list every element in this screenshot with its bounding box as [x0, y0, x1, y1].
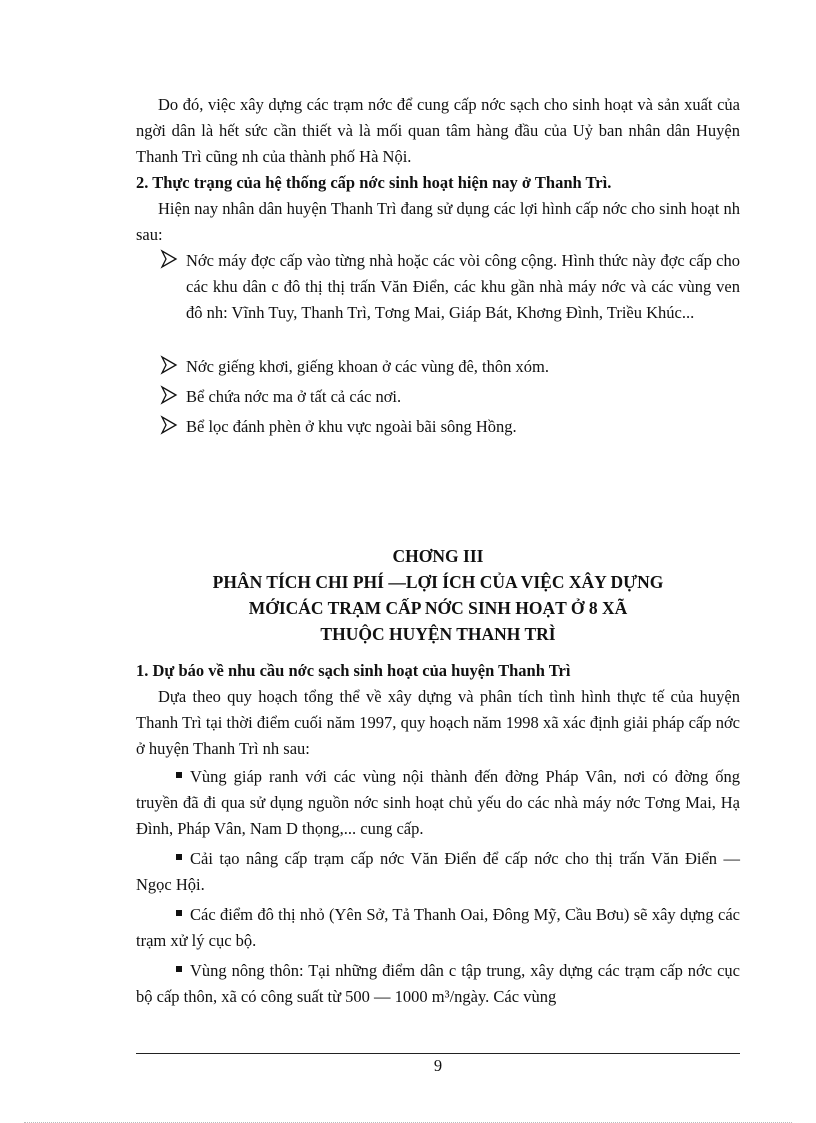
page-number: 9	[433, 1056, 443, 1075]
chapter-title-line-1: PHÂN TÍCH CHI PHÍ —LỢI ÍCH CỦA VIỆC XÂY DỰNG	[212, 572, 664, 592]
list-item	[160, 384, 740, 410]
list-item	[160, 414, 740, 440]
list-item	[136, 846, 740, 898]
chapter-number: CHƠNG III	[392, 546, 484, 566]
square-bullet-icon	[176, 966, 182, 972]
arrow-bullet-icon	[160, 355, 178, 375]
section-2-heading: 2. Thực trạng của hệ thống cấp nớc sinh hoạt hiện nay ở Thanh Trì.	[136, 173, 612, 192]
list-item	[160, 354, 740, 380]
arrow-bullet-icon	[160, 385, 178, 405]
arrow-bullet-icon	[160, 415, 178, 435]
list-item-text: Các điểm đô thị nhỏ (Yên Sở, Tả Thanh Oai, Đông Mỹ, Cầu Bơu) sẽ xây dựng các trạm xử lý cục bộ.	[136, 905, 740, 950]
chapter-title-line-3: THUỘC HUYỆN THANH TRÌ	[320, 624, 556, 644]
square-bullet-icon	[176, 854, 182, 860]
list-item	[136, 902, 740, 954]
square-bullet-icon	[176, 772, 182, 778]
list-item-text: Nớc giếng khơi, giếng khoan ở các vùng đê, thôn xóm.	[186, 357, 549, 376]
square-bullet-icon	[176, 910, 182, 916]
list-item-text: Nớc máy đợc cấp vào từng nhà hoặc các vòi công cộng. Hình thức này đợc cấp cho các khu dân c đô thị thị trấn Văn Điển, các khu gần nhà máy nớc và các vùng ven đô nh: Vĩnh Tuy, Thanh Trì, Tơng Mai, Giáp Bát, Khơng Đình, Triều Khúc...	[186, 251, 740, 322]
list-item	[136, 764, 740, 842]
list-item-text: Vùng nông thôn: Tại những điểm dân c tập trung, xây dựng các trạm cấp nớc cục bộ cấp thôn, xã có công suất từ 500 — 1000 m³/ngày. Các vùng	[136, 961, 740, 1006]
arrow-bullet-icon	[160, 249, 178, 269]
section-1-heading: 1. Dự báo về nhu cầu nớc sạch sinh hoạt của huyện Thanh Trì	[136, 661, 571, 680]
list-item	[136, 958, 740, 1010]
list-item-text: Bể chứa nớc ma ở tất cả các nơi.	[186, 387, 402, 406]
intro-paragraph: Do đó, việc xây dựng các trạm nớc để cung cấp nớc sạch cho sinh hoạt và sản xuất của ngời dân là hết sức cần thiết và là mối quan tâm hàng đầu của Uỷ ban nhân dân Huyện Thanh Trì cũng nh của thành phố Hà Nội.	[136, 95, 740, 166]
list-item-text: Vùng giáp ranh với các vùng nội thành đến đờng Pháp Vân, nơi có đờng ống truyền đã đi qua sử dụng nguồn nớc sinh hoạt chủ yếu do các nhà máy nớc Tơng Mai, Hạ Đình, Pháp Vân, Nam D thọng,... cung cấp.	[136, 767, 740, 838]
list-item-text: Bể lọc đánh phèn ở khu vực ngoài bãi sông Hồng.	[186, 417, 517, 436]
list-item	[160, 248, 740, 326]
section-2-lead: Hiện nay nhân dân huyện Thanh Trì đang sử dụng các lợi hình cấp nớc cho sinh hoạt nh sau:	[136, 199, 740, 244]
section-1-lead: Dựa theo quy hoạch tổng thể về xây dựng và phân tích tình hình thực tế của huyện Thanh Trì tại thời điểm cuối năm 1997, quy hoạch năm 1998 xã xác định giải pháp cấp nớc ở huyện Thanh Trì nh sau:	[136, 687, 740, 758]
chapter-title-line-2: MỚICÁC TRẠM CẤP NỚC SINH HOẠT Ở 8 XÃ	[248, 598, 628, 618]
list-item-text: Cải tạo nâng cấp trạm cấp nớc Văn Điển để cấp nớc cho thị trấn Văn Điển — Ngọc Hội.	[136, 849, 740, 894]
footer-divider	[136, 1053, 740, 1054]
